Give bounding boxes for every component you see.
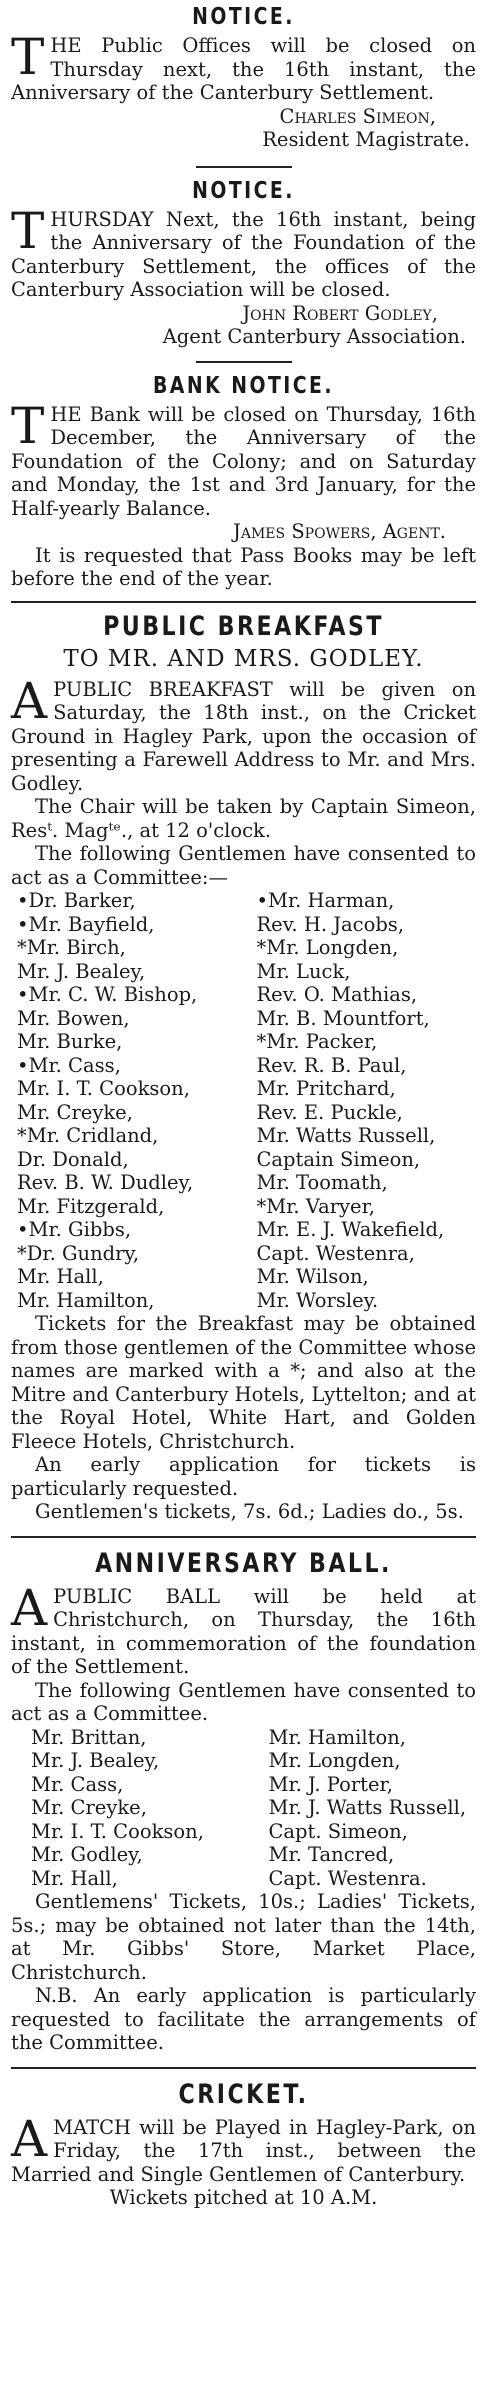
committee-list	[11, 1726, 476, 1891]
notice-heading: CRICKET.	[178, 2078, 309, 2110]
notice-body	[11, 28, 476, 105]
committee-member: *Mr. Varyer,	[256, 1194, 375, 1218]
public-offices-notice	[11, 0, 476, 152]
notice-heading: PUBLIC BREAKFAST	[103, 610, 384, 642]
committee-member: Mr. B. Mountfort,	[256, 1006, 430, 1030]
notice-heading: NOTICE.	[192, 177, 295, 204]
committee-member: Mr. Longden,	[268, 1749, 401, 1772]
notice-body-text: HE Bank will be closed on Thursday, 16th December, the Anniversary of the Foundation of the Colony; and on Saturday and Monday, the 1st and 3rd January, for the Half-yearly Balance.	[11, 402, 476, 520]
drop-cap: A	[11, 1578, 48, 1637]
notice-body	[11, 671, 476, 796]
tickets-note: Gentlemens' Tickets, 10s.; Ladies' Tickets, 5s.; may be obtained not later than the 14th, at Mr. Gibbs' Store, Market Place, Christchurch.	[11, 1890, 476, 1984]
committee-member: *Mr. Cridland,	[17, 1124, 159, 1147]
committee-member: Mr. Hamilton,	[268, 1725, 406, 1749]
chair-note: The Chair will be taken by Captain Simeon, Resᵗ. Magᵗᵉ., at 12 o'clock.	[11, 795, 476, 842]
committee-member: Mr. J. Bealey,	[31, 1749, 160, 1772]
notice-body-text: HURSDAY Next, the 16th instant, being the Anniversary of the Foundation of the Canterbury Settlement, the offices of the Canterbury Association will be closed.	[11, 207, 476, 301]
committee-member: *Mr. Packer,	[256, 1030, 378, 1053]
committee-member: Rev. O. Mathias,	[256, 983, 418, 1006]
drop-cap: T	[11, 396, 45, 455]
committee-member: Mr. J. Watts Russell,	[268, 1796, 467, 1819]
committee-list	[11, 889, 476, 1312]
committee-member: Mr. Cass,	[31, 1772, 124, 1796]
committee-member: *Dr. Gundry,	[17, 1241, 140, 1265]
committee-member: Captain Simeon,	[256, 1147, 421, 1171]
committee-member: Capt. Simeon,	[268, 1819, 408, 1843]
committee-member: *Mr. Birch,	[17, 936, 126, 959]
committee-member: Mr. I. T. Cookson,	[31, 1819, 204, 1843]
committee-member: Rev. E. Puckle,	[256, 1100, 403, 1124]
committee-member: Mr. J. Bealey,	[17, 959, 146, 983]
committee-member: *Mr. Longden,	[256, 936, 399, 959]
committee-member: Mr. Hamilton,	[17, 1288, 155, 1312]
drop-cap: T	[11, 28, 45, 86]
committee-column-left	[31, 1726, 239, 1891]
committee-member: Mr. Bowen,	[17, 1006, 130, 1030]
divider	[11, 601, 476, 603]
committee-member: Dr. Donald,	[17, 1147, 129, 1171]
divider	[11, 2067, 476, 2069]
committee-member: Mr. Luck,	[256, 959, 351, 983]
nb-note: N.B. An early application is particularly requested to facilitate the arrangements of the Committee.	[11, 1984, 476, 2054]
committee-column-right	[239, 1726, 477, 1891]
committee-member: Mr. Hall,	[17, 1265, 104, 1288]
bank-notice	[11, 373, 476, 591]
committee-member: Mr. E. J. Wakefield,	[256, 1218, 445, 1241]
committee-member: Mr. Fitzgerald,	[17, 1194, 165, 1218]
committee-member: Mr. Watts Russell,	[256, 1124, 436, 1147]
notice-body-text: HE Public Offices will be closed on Thursday next, the 16th instant, the Anniversary of the Canterbury Settlement.	[11, 34, 476, 104]
notice-body	[11, 201, 476, 302]
committee-member: Capt. Westenra,	[256, 1241, 415, 1265]
committee-column-right	[237, 889, 477, 1312]
signature-name: John Robert Godley,	[242, 301, 438, 325]
tickets-note: Tickets for the Breakfast may be obtained from those gentlemen of the Committee whose names are marked with a *; and also at the Mitre and Canterbury Hotels, Lyttelton; and at the Royal Hotel, White Hart, and Golden Fleece Hotels, Christchurch.	[11, 1312, 476, 1453]
committee-column-left	[17, 889, 237, 1312]
signature-title: Agent Canterbury Association.	[162, 325, 466, 348]
drop-cap: T	[11, 201, 45, 260]
committee-member: Mr. Worsley.	[256, 1288, 379, 1312]
divider	[196, 166, 292, 168]
committee-member: Mr. Creyke,	[31, 1796, 147, 1819]
notice-heading: BANK NOTICE.	[152, 372, 335, 399]
committee-intro: The following Gentlemen have consented to act as a Committee:—	[11, 842, 476, 889]
committee-member: Mr. J. Porter,	[268, 1772, 393, 1796]
committee-member: •Dr. Barker,	[17, 889, 136, 912]
committee-member: •Mr. Bayfield,	[17, 912, 155, 936]
notice-body-text: PUBLIC BREAKFAST will be given on Saturday, the 18th inst., on the Cricket Ground in Hagley Park, upon the occasion of presenting a Farewell Address to Mr. and Mrs. Godley.	[11, 677, 476, 795]
committee-member: Rev. R. B. Paul,	[256, 1053, 407, 1077]
committee-member: Capt. Westenra.	[268, 1866, 427, 1890]
notice-body-text: PUBLIC BALL will be held at Christchurch, on Thursday, the 16th instant, in commemoration of the foundation of the Settlement.	[11, 1584, 476, 1678]
cricket-notice	[11, 2079, 476, 2210]
pass-books-note: It is requested that Pass Books may be left before the end of the year.	[11, 543, 476, 590]
drop-cap: A	[11, 2109, 48, 2168]
public-breakfast-notice	[11, 611, 476, 1524]
committee-member: Rev. H. Jacobs,	[256, 912, 405, 936]
committee-member: •Mr. Cass,	[17, 1053, 121, 1077]
notice-body	[11, 2109, 476, 2187]
divider	[11, 1536, 476, 1538]
anniversary-ball-notice	[11, 1548, 476, 2055]
signature: James Spowers, Agent.	[233, 520, 446, 543]
committee-member: •Mr. C. W. Bishop,	[17, 983, 198, 1006]
notice-heading: NOTICE.	[192, 4, 295, 30]
committee-member: Rev. B. W. Dudley,	[17, 1171, 194, 1194]
notice-body	[11, 396, 476, 521]
committee-member: Mr. Brittan,	[31, 1725, 147, 1749]
committee-member: Mr. Wilson,	[256, 1265, 369, 1288]
notice-heading: ANNIVERSARY BALL.	[95, 1547, 392, 1579]
notice-subheading: TO MR. AND MRS. GODLEY.	[63, 645, 424, 672]
committee-member: •Mr. Gibbs,	[17, 1218, 132, 1241]
wickets-note: Wickets pitched at 10 A.M.	[109, 2186, 378, 2209]
committee-intro: The following Gentlemen have consented to act as a Committee.	[11, 1678, 476, 1725]
canterbury-association-notice	[11, 178, 476, 349]
committee-member: Mr. Burke,	[17, 1030, 123, 1053]
signature-name: Charles Simeon,	[279, 104, 436, 128]
notice-body-text: MATCH will be Played in Hagley-Park, on Friday, the 17th inst., between the Married and Single Gentlemen of Canterbury.	[11, 2115, 476, 2186]
drop-cap: A	[11, 671, 48, 730]
committee-member: •Mr. Harman,	[256, 889, 395, 912]
signature-title: Resident Magistrate.	[262, 128, 470, 151]
ticket-prices: Gentlemen's tickets, 7s. 6d.; Ladies do., 5s.	[35, 1500, 464, 1523]
committee-member: Mr. Toomath,	[256, 1171, 388, 1194]
committee-member: Mr. Hall,	[31, 1866, 118, 1890]
committee-member: Mr. Pritchard,	[256, 1077, 396, 1100]
notice-body	[11, 1578, 476, 1679]
committee-member: Mr. Tancred,	[268, 1843, 395, 1866]
committee-member: Mr. I. T. Cookson,	[17, 1077, 190, 1100]
committee-member: Mr. Godley,	[31, 1843, 143, 1866]
early-application-note: An early application for tickets is particularly requested.	[11, 1453, 476, 1500]
committee-member: Mr. Creyke,	[17, 1100, 133, 1124]
divider	[196, 361, 292, 363]
